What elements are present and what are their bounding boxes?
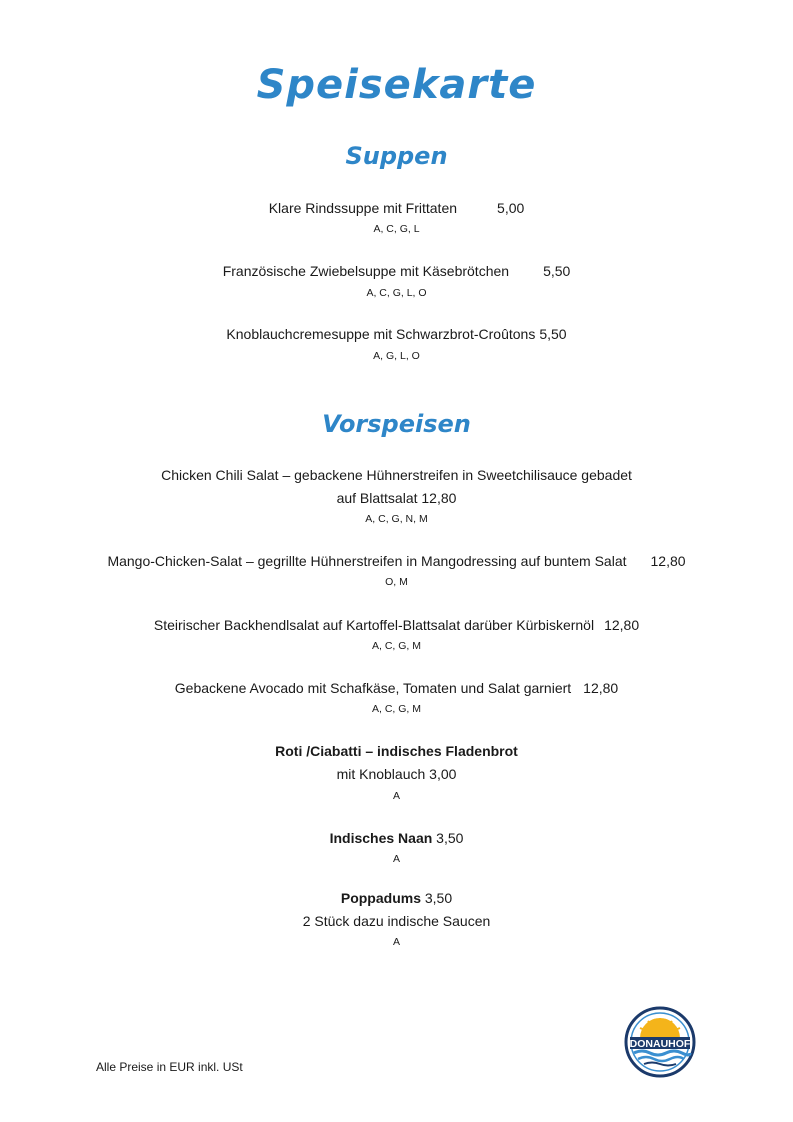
allergens-roti-ciabatti: A [392, 790, 400, 802]
menu-item-backhendlsalat [0, 614, 793, 637]
allergens-poppadums: A [392, 936, 400, 948]
menu-item-chicken-chili-salat-line2: auf Blattsalat 12,80 [336, 490, 457, 506]
menu-item-zwiebelsuppe [0, 260, 793, 283]
item-price: 12,80 [583, 680, 619, 696]
menu-item-indisches-naan [0, 827, 793, 850]
allergens-backhendlsalat: A, C, G, M [371, 640, 421, 652]
item-name: Knoblauchcremesuppe mit Schwarzbrot-Croûtons [226, 326, 536, 342]
menu-item-rindssuppe [0, 197, 793, 220]
donauhof-logo-icon [624, 1006, 696, 1078]
item-name: Poppadums [340, 890, 421, 906]
menu-item-chicken-chili-salat: Chicken Chili Salat – gebackene Hühnerstreifen in Sweetchilisauce gebadet [161, 467, 632, 483]
menu-item-mango-chicken-salat [0, 550, 793, 573]
item-name: Mango-Chicken-Salat – gegrillte Hühnerstreifen in Mangodressing auf buntem Salat [107, 553, 627, 569]
item-name: Indisches Naan [329, 830, 433, 846]
menu-item-poppadums [0, 887, 793, 910]
section-heading-vorspeisen: Vorspeisen [322, 410, 471, 438]
item-name: Gebackene Avocado mit Schafkäse, Tomaten und Salat garniert [174, 680, 572, 696]
item-name: Steirischer Backhendlsalat auf Kartoffel-Blattsalat darüber Kürbiskernöl [153, 617, 595, 633]
item-price: 5,50 [539, 326, 567, 342]
item-name: Klare Rindssuppe mit Frittaten [268, 200, 458, 216]
menu-item-roti-ciabatti-line2: mit Knoblauch 3,00 [336, 766, 457, 782]
menu-item-knoblauchcremesuppe [0, 323, 793, 346]
item-price: 12,80 [604, 617, 640, 633]
allergens-rindssuppe: A, C, G, L [373, 223, 420, 235]
menu-item-gebackene-avocado [0, 677, 793, 700]
allergens-zwiebelsuppe: A, C, G, L, O [366, 287, 427, 299]
allergens-mango-chicken-salat: O, M [385, 576, 408, 588]
section-heading-suppen: Suppen [345, 142, 448, 170]
item-price: 12,80 [650, 553, 686, 569]
allergens-knoblauchcremesuppe: A, G, L, O [373, 350, 420, 362]
allergens-indisches-naan: A [392, 853, 400, 865]
item-name: Französische Zwiebelsuppe mit Käsebrötchen [222, 263, 510, 279]
footer-note: Alle Preise in EUR inkl. USt [96, 1060, 243, 1074]
allergens-gebackene-avocado: A, C, G, M [371, 703, 421, 715]
item-price: 3,50 [436, 830, 464, 846]
item-price: 3,50 [424, 890, 453, 906]
menu-item-poppadums-line2: 2 Stück dazu indische Saucen [302, 913, 491, 929]
svg-text:DONAUHOF: DONAUHOF [629, 1038, 691, 1050]
item-price: 5,00 [497, 200, 525, 216]
menu-item-roti-ciabatti: Roti /Ciabatti – indisches Fladenbrot [275, 743, 518, 759]
menu-title: Speisekarte [256, 62, 537, 108]
allergens-chicken-chili-salat: A, C, G, N, M [365, 513, 428, 525]
item-price: 5,50 [543, 263, 571, 279]
